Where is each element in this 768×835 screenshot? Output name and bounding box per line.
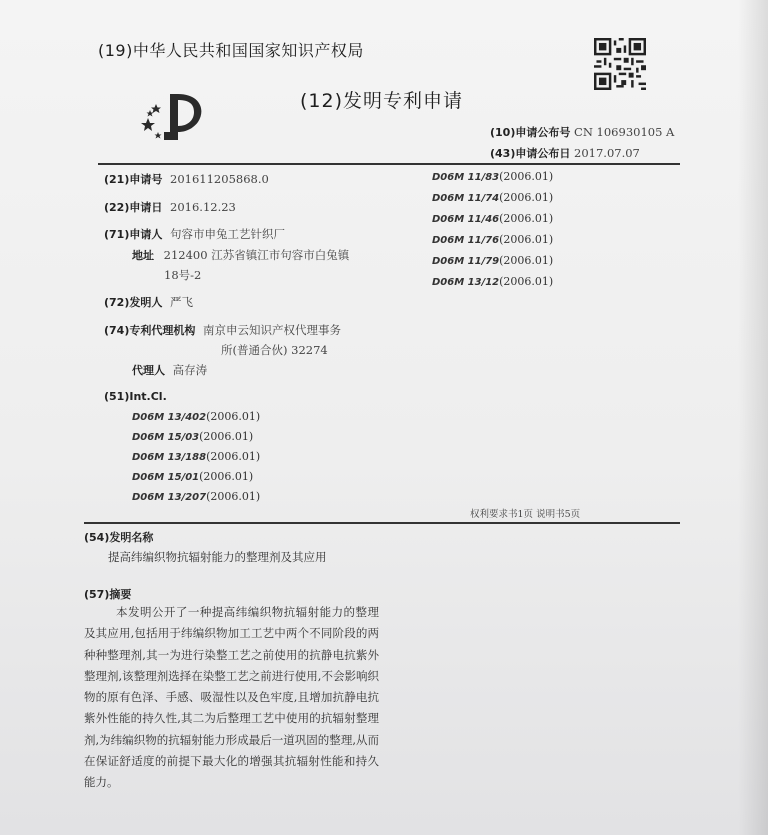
page-count: 权利要求书1页 说明书5页 <box>470 509 581 520</box>
address-line-2: 18号-2 <box>164 268 202 282</box>
right-class-code: D06M 11/46 <box>432 214 500 225</box>
publication-number-value: CN 106930105 A <box>574 125 675 139</box>
office-heading: (19)中华人民共和国国家知识产权局 <box>98 41 364 60</box>
header-divider <box>98 163 680 165</box>
right-class-item <box>432 212 553 225</box>
right-class-code: D06M 13/12 <box>432 277 500 288</box>
right-class-code: D06M 11/79 <box>432 256 500 267</box>
agency-label: (74)专利代理机构 <box>104 324 196 337</box>
application-number-label: (21)申请号 <box>104 173 163 186</box>
document-type-heading: (12)发明专利申请 <box>300 90 464 112</box>
right-class-code: D06M 11/76 <box>432 235 500 246</box>
cnipa-logo-icon <box>134 88 208 146</box>
right-class-item <box>432 191 553 204</box>
inventor-value: 严飞 <box>170 295 194 309</box>
intcl-version: (2006.01) <box>199 430 254 443</box>
inventor-row <box>104 294 193 310</box>
right-class-item <box>432 275 553 288</box>
right-class-version: (2006.01) <box>499 212 554 225</box>
agency-row <box>104 322 341 338</box>
intcl-version: (2006.01) <box>206 490 261 503</box>
right-class-item <box>432 170 553 183</box>
right-class-code: D06M 11/74 <box>432 193 500 204</box>
address-line-1: 212400 江苏省镇江市句容市白兔镇 <box>163 248 350 262</box>
intcl-label-text: (51)Int.Cl. <box>104 390 167 403</box>
intcl-item <box>132 470 253 483</box>
right-class-version: (2006.01) <box>499 233 554 246</box>
applicant-label: (71)申请人 <box>104 228 163 241</box>
publication-number <box>490 124 674 140</box>
agency-line-2: 所(普通合伙) 32274 <box>221 343 328 357</box>
application-date-label: (22)申请日 <box>104 201 163 214</box>
publication-date-value: 2017.07.07 <box>574 146 640 160</box>
applicant-value: 句容市申兔工艺针织厂 <box>170 227 286 241</box>
title-label-row <box>84 529 153 545</box>
invention-title: 提高纬编织物抗辐射能力的整理剂及其应用 <box>108 550 327 564</box>
right-class-item <box>432 233 553 246</box>
applicant-row <box>104 226 285 242</box>
publication-date-label: (43)申请公布日 <box>490 147 571 160</box>
abstract-label: (57)摘要 <box>84 588 132 601</box>
abstract-text: 本发明公开了一种提高纬编织物抗辐射能力的整理及其应用,包括用于纬编织物加工工艺中两个不同阶段的两种种整理剂,其一为进行染整工艺之前使用的抗静电抗紫外整理剂,该整理剂选择在染整工艺之前进行使用,不会影响织物的原有色泽、手感、吸湿性以及色牢度,且增加抗静电抗紫外性能的持久性,其二为后整理工艺中使用的抗辐射整理剂,为纬编织物的抗辐射能力形成最后一道巩固的整理,从而在保证舒适度的前提下最大化的增强其抗辐射性能和持久能力。 <box>84 605 379 790</box>
intcl-item <box>132 490 260 503</box>
agent-row <box>132 362 207 378</box>
agent-label: 代理人 <box>132 364 165 377</box>
right-class-version: (2006.01) <box>499 170 554 183</box>
intcl-code: D06M 13/188 <box>132 452 207 463</box>
agent-value: 高存涛 <box>172 363 208 377</box>
intcl-code: D06M 13/207 <box>132 492 207 503</box>
right-class-code: D06M 11/83 <box>432 172 500 183</box>
right-class-item <box>432 254 553 267</box>
abstract-label-row <box>84 586 131 602</box>
agency-line-1: 南京申云知识产权代理事务 <box>203 323 342 337</box>
intcl-item <box>132 430 253 443</box>
right-class-version: (2006.01) <box>499 254 554 267</box>
right-class-version: (2006.01) <box>499 275 554 288</box>
inventor-label: (72)发明人 <box>104 296 163 309</box>
intcl-code: D06M 15/03 <box>132 432 200 443</box>
right-class-version: (2006.01) <box>499 191 554 204</box>
title-label: (54)发明名称 <box>84 531 154 544</box>
intcl-version: (2006.01) <box>206 410 261 423</box>
page-edge-shadow <box>738 0 768 835</box>
application-date-row <box>104 199 236 215</box>
intcl-label <box>104 389 167 403</box>
address-row <box>132 247 349 263</box>
intcl-version: (2006.01) <box>206 450 261 463</box>
intcl-code: D06M 15/01 <box>132 472 200 483</box>
intcl-item <box>132 410 260 423</box>
application-number-value: 201611205868.0 <box>170 172 269 186</box>
publication-number-label: (10)申请公布号 <box>490 126 571 139</box>
application-date-value: 2016.12.23 <box>170 200 236 214</box>
qr-code-icon <box>594 38 646 90</box>
intcl-version: (2006.01) <box>199 470 254 483</box>
publication-date <box>490 145 640 161</box>
application-number-row <box>104 171 269 187</box>
intcl-item <box>132 450 260 463</box>
intcl-code: D06M 13/402 <box>132 412 207 423</box>
address-label: 地址 <box>132 249 154 262</box>
abstract-divider <box>84 522 680 524</box>
